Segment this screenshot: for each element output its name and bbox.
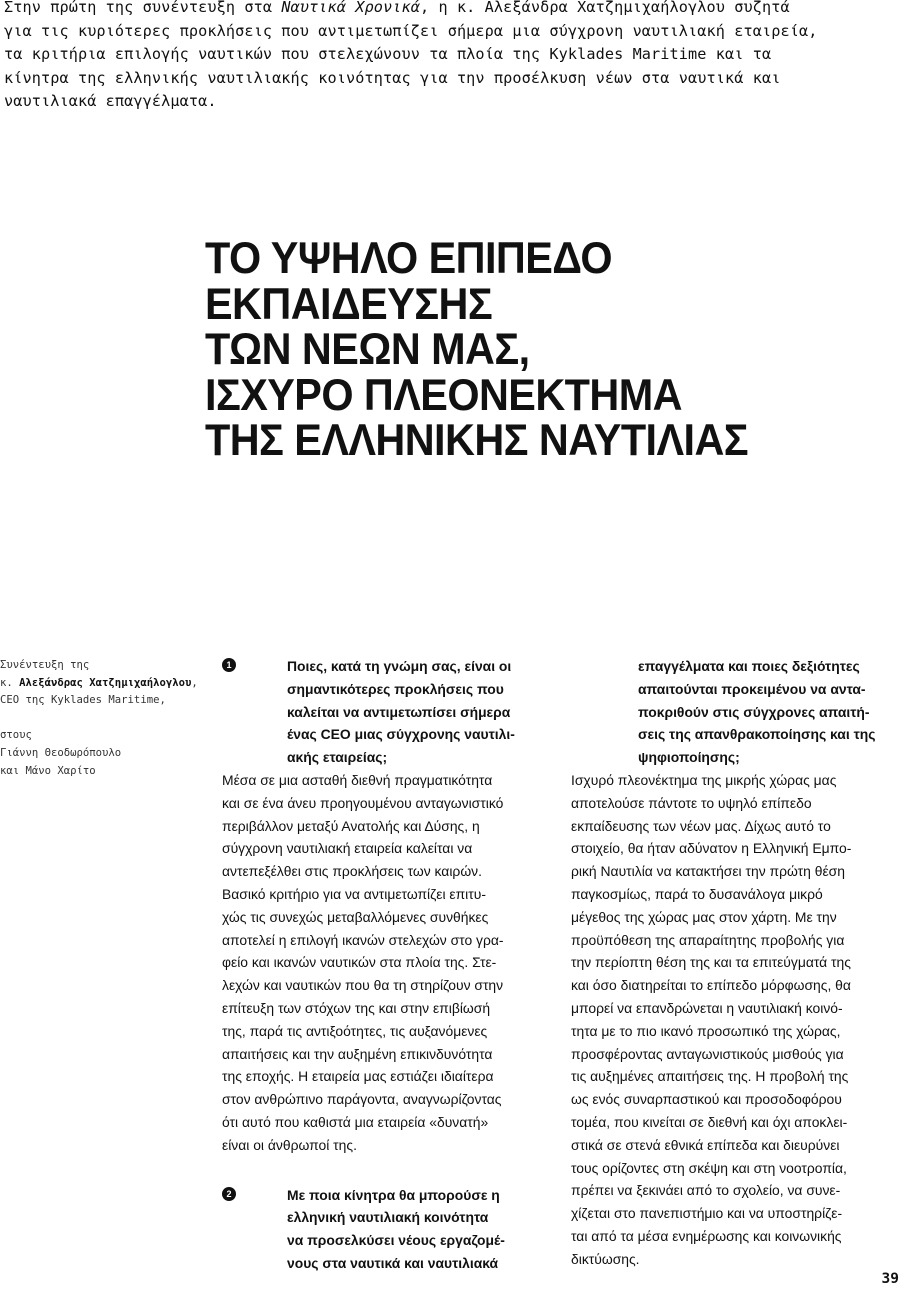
intro-line1-post: , η κ. Αλεξάνδρα Χατζημιχαήλογλου συζητά [419,0,790,16]
answer-2-text: Ισχυρό πλεονέκτημα της μικρής χώρας μας αποτελούσε πάντοτε το υψηλό επίπεδο εκπαίδευσης των νέων μας. Δίχως αυτό το στοιχείο, θα ήταν αδύνατον η Ελληνική Εμπο- ρική Ναυτιλία να κατακτήσει την πρώτη θέση παγκοσμίως, παρά το δυσανάλογα μικρό μέγεθος της χώρας μας στον χάρτη. Με την προϋπόθεση της απαραίτητης προβολής για την περίοπτη θέση της και τα επιτεύγματά της και όσο διατηρείται το επίπεδο μόρφωσης, θα μπορεί να επανδρώνεται η ναυτιλιακή κοινό- τητα με το πιο ικανό προσωπικό της χώρας, προσφέροντας ανταγωνιστικούς μισθούς για τις αυξημένες απαιτήσεις της. Η προβολή της ως ενός συναρπαστικού και προσοδοφόρου τομέα, που κινείται σε διεθνή και όχι αποκλει- στικά σε στενά εθνικά επίπεδα και διευρύνει τους ορίζοντες στη σκέψη και στη νοοτροπία, πρέπει να ξεκινάει από το σχολείο, να συνε- χίζεται στο πανεπιστήμιο και να υποστηρίζε- ται από τα μέσα ενημέρωσης και κοινωνικής δικτύωσης. [571,771,852,1267]
intro-paragraph [4,0,904,114]
credits-name-suffix: , [191,676,198,689]
question-number-1-icon: 1 [222,658,236,672]
page-number: 39 [881,1271,899,1287]
question-2-text-part2: επαγγέλματα και ποιες δεξιότητες απαιτούνται προκειμένου να αντα- ποκριθούν στις σύγχρονες απαιτή- σεις της απανθρακοποίησης και της ψηφιοποίησης; [638,658,876,766]
interviewer-2: και Μάνο Χαρίτο [0,764,96,777]
interviewee-role: CEO της Kyklades Maritime, [0,694,166,707]
question-2-text-part1: Με ποια κίνητρα θα μπορούσε η ελληνική ναυτιλιακή κοινότητα να προσελκύσει νέους εργαζομέ- νους στα ναυτικά και ναυτιλιακά [287,1186,505,1271]
column-1 [222,655,552,1275]
interviewee-name: Αλεξάνδρας Χατζημιχαήλογλου [19,676,192,689]
question-number-2-icon: 2 [222,1187,236,1201]
magazine-name: Ναυτικά Χρονικά [281,0,420,16]
question-1-text: Ποιες, κατά τη γνώμη σας, είναι οι σημαντικότερες προκλήσεις που καλείται να αντιμετωπίσει σήμερα ένας CEO μιας σύγχρονης ναυτιλι- ακής εταιρείας; [287,658,515,766]
question-2 [222,1184,552,1275]
answer-1-text: Μέσα σε μια ασταθή διεθνή πραγματικότητα και σε ένα άνευ προηγουμένου ανταγωνιστικό περιβάλλον μεταξύ Ανατολής και Δύσης, η σύγχρονη ναυτιλιακή εταιρεία καλείται να αντεπεξέλθει στις προκλήσεις των καιρών. Βασικό κριτήριο για να αντιμετωπίζει επιτυ- χώς τις συνεχώς μεταβαλλόμενες συνθήκες αποτελεί η επιλογή ικανών στελεχών στο γρα- φείο και ικανών ναυτικών στα πλοία της. Στε- λεχών και ναυτικών που θα τη στηρίζουν στην επίτευξη των στόχων της και στην επιβίωσή της, παρά τις αντιξοότητες, τις αυξανόμενες απαιτήσεις και την αυξημένη επικινδυνότητα της εποχής. Η εταιρεία μας εστιάζει ιδιαίτερα στον ανθρώπινο παράγοντα, αναγνωρίζοντας ότι αυτό που καθιστά μια εταιρεία «δυνατή» είναι οι άνθρωποί της. [222,771,504,1153]
intro-line1-pre: Στην πρώτη της συνέντευξη στα [4,0,282,16]
intro-rest: για τις κυριότερες προκλήσεις που αντιμετωπίζει σήμερα μια σύγχρονη ναυτιλιακή εταιρεία, τα κριτήρια επιλογής ναυτικών που στελεχώνουν τα πλοία της Kyklades Maritime και τα κίνητρα της ελληνικής ναυτιλιακής κοινότητας για την προσέλκυση νέων στα ναυτικά και ναυτιλιακά επαγγέλματα. [4,21,818,110]
credits-line1: Συνέντευξη της [0,659,90,671]
interviewer-1: Γιάννη Θεοδωρόπουλο [0,746,122,759]
credits-to: στους [0,729,32,742]
question-1 [222,655,552,769]
interview-credits [0,657,210,780]
column-2 [571,655,904,1271]
article-title: ΤΟ ΥΨΗΛΟ ΕΠΙΠΕΔΟ ΕΚΠΑΙΔΕΥΣΗΣ ΤΩΝ ΝΕΩΝ ΜΑΣ, ΙΣΧΥΡΟ ΠΛΕΟΝΕΚΤΗΜΑ ΤΗΣ ΕΛΛΗΝΙΚΗΣ ΝΑΥΤΙΛΙΑΣ [205,234,749,465]
credits-prefix: κ. [0,676,20,689]
